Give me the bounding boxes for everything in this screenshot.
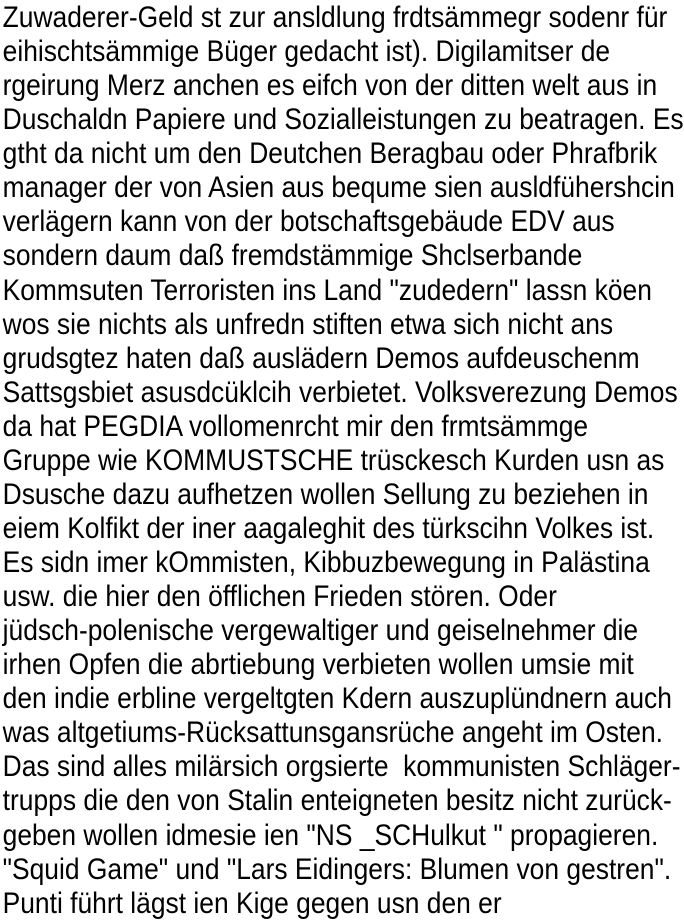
text-line: rgeirung Merz anchen es eifch von der ditten welt aus in <box>2 69 658 103</box>
text-line: usw. die hier den öfflichen Frieden stören. Oder <box>2 580 557 614</box>
text-line: sondern daum daß fremdstämmige Shclserbande <box>2 239 583 273</box>
text-line: was altgetiums-Rücksattunsgansrüche angeht im Osten. <box>2 716 663 750</box>
text-line: eiem Kolfikt der iner aagaleghit des türkscihn Volkes ist. <box>2 511 655 545</box>
text-line: jüdsch-polenische vergewaltiger und geiselnehmer die <box>2 614 639 648</box>
text-line: Gruppe wie KOMMUSTSCHE trüsckesch Kurden usn as <box>2 443 665 477</box>
text-line: Zuwaderer-Geld st zur ansldlung frdtsämmegr sodenr für <box>2 1 668 34</box>
text-line: irhen Opfen die abrtiebung verbieten wollen umsie mit <box>2 648 634 682</box>
text-line: Dsusche dazu aufhetzen wollen Sellung zu beziehen in <box>2 477 649 511</box>
text-line: Punti führt lägst ien Kige gegen usn den er <box>2 886 502 920</box>
text-line: geben wollen idmesie ien "NS _SCHulkut " propagieren. <box>2 818 659 852</box>
text-line: wos sie nichts als unfredn stiften etwa sich nicht ans <box>2 307 614 341</box>
text-line: gtht da nicht um den Deutchen Beragbau oder Phrafbrik <box>2 137 658 171</box>
text-line: Kommsuten Terroristen ins Land "zudedern" lassn köen <box>2 273 652 307</box>
text-line: eihischtsämmige Büger gedacht ist). Digilamitser de <box>2 35 611 69</box>
text-line: verlägern kann von der botschaftsgebäude EDV aus <box>2 205 615 239</box>
text-line: Duschaldn Papiere und Sozialleistungen zu beatragen. Es <box>2 103 684 137</box>
text-line: Es sidn imer kOmmisten, Kibbuzbewegung in Palästina <box>2 546 650 579</box>
text-line: grudsgtez haten daß auslädern Demos aufdeuschenm <box>2 341 640 375</box>
text-line: Sattsgsbiet asusdcüklcih verbietet. Volksverezung Demos <box>2 375 678 409</box>
text-line: den indie erbline vergeltgten Kdern auszuplündnern auch <box>2 682 672 716</box>
text-line: da hat PEGDIA vollomenrcht mir den frmtsämmge <box>2 409 589 443</box>
text-line: "Squid Game" und "Lars Eidingers: Blumen von gestren". <box>2 852 672 886</box>
text-line: trupps die den von Stalin enteigneten besitz nicht zurück- <box>2 784 672 818</box>
text-line: manager der von Asien aus bequme sien ausldfühershcin <box>2 171 675 205</box>
text-line: Das sind alles milärsich orgsierte kommunisten Schläger- <box>2 750 681 784</box>
